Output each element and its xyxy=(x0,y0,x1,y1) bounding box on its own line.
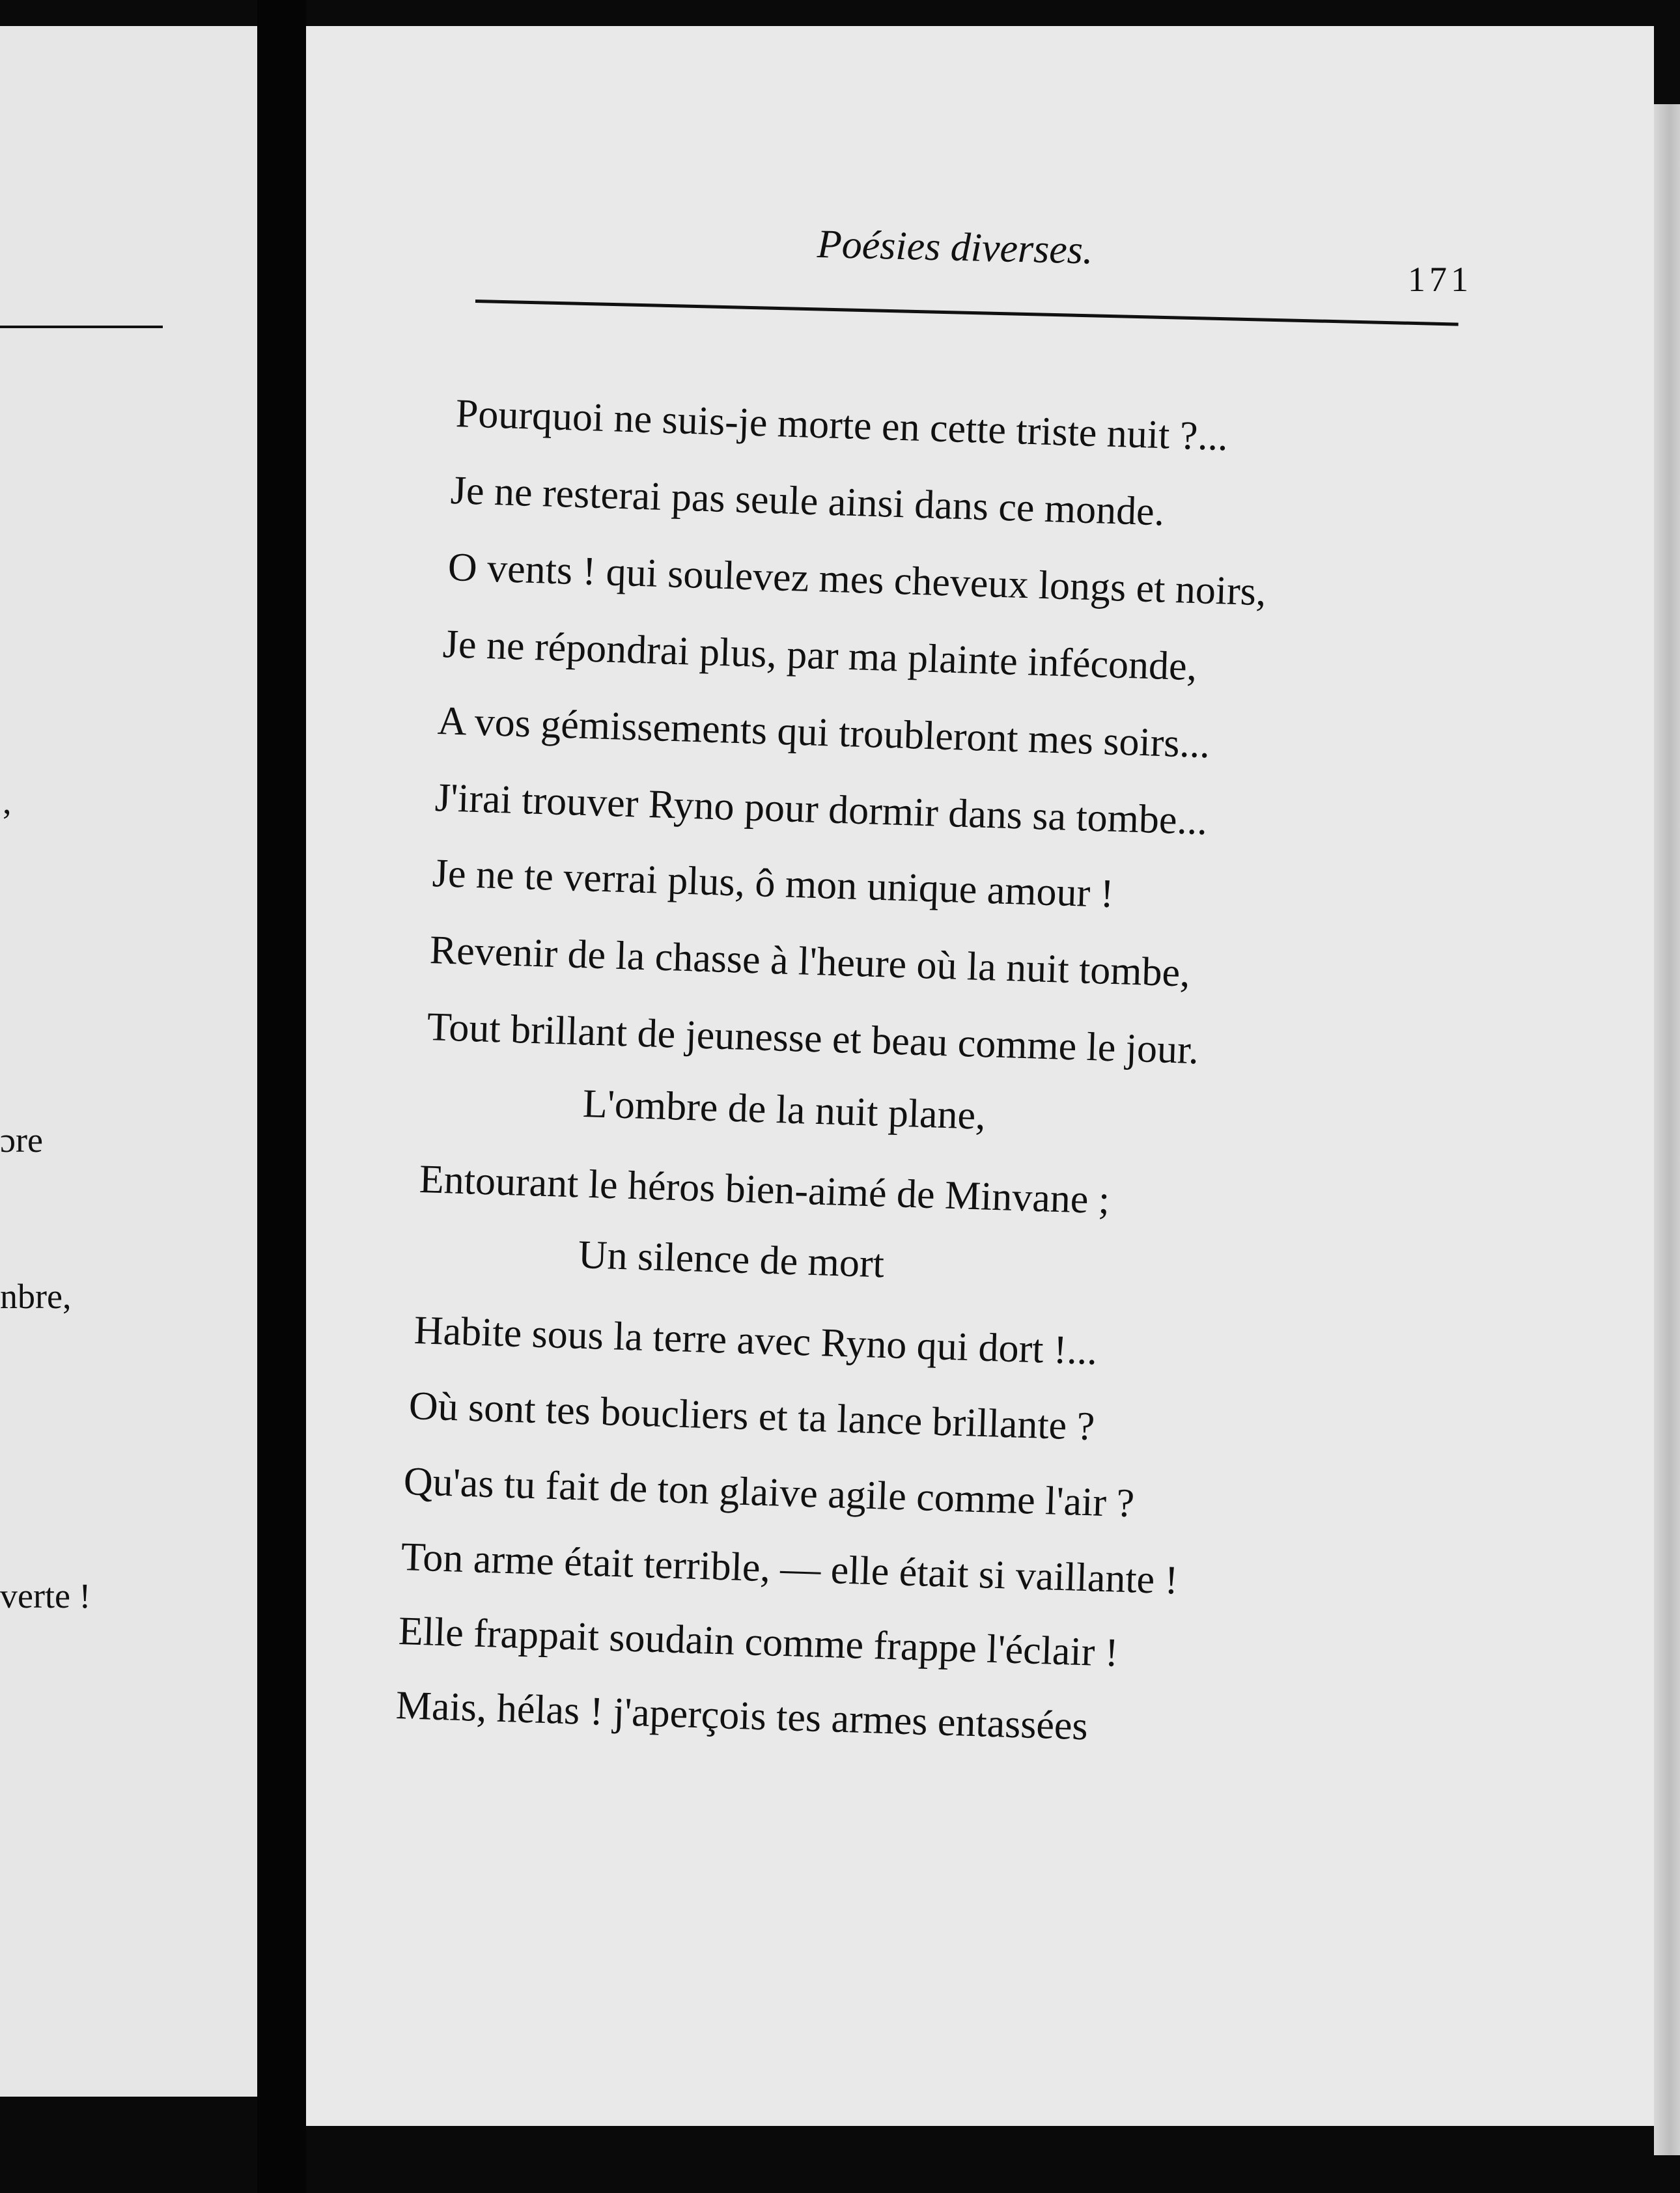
left-fragment-2: nbre, xyxy=(0,1277,72,1316)
page-edge xyxy=(1654,104,1680,2155)
poem-line: Pourquoi ne suis-je morte en cette triste nuit ?... xyxy=(455,391,1229,460)
poem-line: Habite sous la terre avec Ryno qui dort !... xyxy=(413,1308,1099,1374)
poem-line: Elle frappait soudain comme frappe l'éclair ! xyxy=(397,1609,1119,1675)
left-page xyxy=(0,26,257,2097)
poem-line: Ton arme était terrible, — elle était si vaillante ! xyxy=(400,1535,1179,1603)
right-page xyxy=(306,26,1654,2126)
poem-line: Je ne resterai pas seule ainsi dans ce monde. xyxy=(449,468,1166,535)
poem-line: A vos gémissements qui troubleront mes soirs... xyxy=(436,699,1211,767)
poem-line: Revenir de la chasse à l'heure où la nuit tombe, xyxy=(428,928,1191,996)
poem-line: L'ombre de la nuit plane, xyxy=(581,1082,987,1138)
poem-line: Je ne répondrai plus, par ma plainte inféconde, xyxy=(441,622,1198,690)
poem-line: Tout brillant de jeunesse et beau comme le jour. xyxy=(426,1005,1199,1073)
left-fragment-1: ɔre xyxy=(0,1121,43,1160)
poem-line: Je ne te verrai plus, ô mon unique amour ! xyxy=(431,851,1115,916)
poem-line: Où sont tes boucliers et ta lance brillante ? xyxy=(408,1384,1096,1449)
left-punctuation-mark: , xyxy=(3,782,12,821)
page-number: 171 xyxy=(1408,260,1472,299)
left-fragment-3: verte ! xyxy=(0,1576,91,1615)
running-header-title: Poésies diverses. xyxy=(817,222,1094,273)
poem-line: Mais, hélas ! j'aperçois tes armes entassées xyxy=(395,1683,1089,1749)
poem-line: Un silence de mort xyxy=(577,1233,885,1287)
left-header-rule xyxy=(0,326,163,328)
poem-line: O vents ! qui soulevez mes cheveux longs et noirs, xyxy=(447,545,1267,615)
book-gutter xyxy=(257,0,306,2193)
poem-line: J'irai trouver Ryno pour dormir dans sa tombe... xyxy=(434,775,1208,844)
poem-line: Entourant le héros bien-aimé de Minvane ; xyxy=(418,1157,1111,1223)
poem-line: Qu'as tu fait de ton glaive agile comme l'air ? xyxy=(402,1459,1135,1526)
